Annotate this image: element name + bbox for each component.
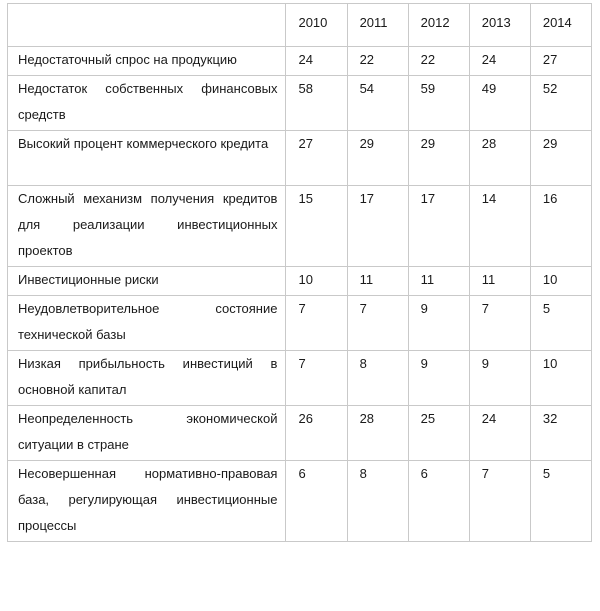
value-cell: 28 <box>348 406 409 461</box>
value-cell: 17 <box>409 186 470 267</box>
table-row <box>7 267 592 296</box>
header-corner-cell <box>7 3 286 47</box>
value-cell: 7 <box>286 351 347 406</box>
factor-cell: Неудовлетворительное состояние технической базы <box>7 296 286 351</box>
factor-cell: Сложный механизм получения кредитов для реализации инвестиционных проектов <box>7 186 286 267</box>
value-cell: 15 <box>286 186 347 267</box>
value-cell: 22 <box>348 47 409 76</box>
header-year-cell: 2012 <box>409 3 470 47</box>
value-cell: 14 <box>470 186 531 267</box>
table-row <box>7 186 592 267</box>
table-row <box>7 461 592 542</box>
factor-cell: Высокий процент коммерческого кредита <box>7 131 286 186</box>
value-cell: 7 <box>286 296 347 351</box>
value-cell: 27 <box>531 47 592 76</box>
value-cell: 10 <box>286 267 347 296</box>
table-row <box>7 296 592 351</box>
value-cell: 25 <box>409 406 470 461</box>
value-cell: 26 <box>286 406 347 461</box>
table-row <box>7 351 592 406</box>
factor-cell: Инвестиционные риски <box>7 267 286 296</box>
factor-cell: Неопределенность экономической ситуации в стране <box>7 406 286 461</box>
value-cell: 17 <box>348 186 409 267</box>
value-cell: 32 <box>531 406 592 461</box>
value-cell: 22 <box>409 47 470 76</box>
factor-cell: Недостаточный спрос на продукцию <box>7 47 286 76</box>
value-cell: 29 <box>531 131 592 186</box>
header-year-cell: 2010 <box>286 3 347 47</box>
header-year-cell: 2011 <box>348 3 409 47</box>
value-cell: 7 <box>470 296 531 351</box>
value-cell: 54 <box>348 76 409 131</box>
header-year-cell: 2013 <box>470 3 531 47</box>
factor-cell: Недостаток собственных финансовых средств <box>7 76 286 131</box>
value-cell: 29 <box>409 131 470 186</box>
value-cell: 11 <box>409 267 470 296</box>
value-cell: 52 <box>531 76 592 131</box>
value-cell: 16 <box>531 186 592 267</box>
value-cell: 6 <box>409 461 470 542</box>
table-row <box>7 406 592 461</box>
value-cell: 10 <box>531 267 592 296</box>
value-cell: 29 <box>348 131 409 186</box>
value-cell: 24 <box>470 406 531 461</box>
value-cell: 7 <box>348 296 409 351</box>
value-cell: 27 <box>286 131 347 186</box>
table-header-row <box>7 3 592 47</box>
value-cell: 24 <box>286 47 347 76</box>
value-cell: 11 <box>470 267 531 296</box>
investment-barriers-table <box>7 3 592 542</box>
factor-cell: Несовершенная нормативно-правовая база, регулирующая инвестиционные процессы <box>7 461 286 542</box>
value-cell: 7 <box>470 461 531 542</box>
table-row <box>7 47 592 76</box>
table-row <box>7 131 592 186</box>
table-row <box>7 76 592 131</box>
value-cell: 8 <box>348 461 409 542</box>
value-cell: 9 <box>409 351 470 406</box>
value-cell: 11 <box>348 267 409 296</box>
value-cell: 10 <box>531 351 592 406</box>
value-cell: 58 <box>286 76 347 131</box>
value-cell: 59 <box>409 76 470 131</box>
header-year-cell: 2014 <box>531 3 592 47</box>
value-cell: 5 <box>531 461 592 542</box>
value-cell: 8 <box>348 351 409 406</box>
factor-cell: Низкая прибыльность инвестиций в основной капитал <box>7 351 286 406</box>
value-cell: 9 <box>409 296 470 351</box>
value-cell: 49 <box>470 76 531 131</box>
investment-barriers-table-container <box>7 3 592 542</box>
value-cell: 9 <box>470 351 531 406</box>
value-cell: 6 <box>286 461 347 542</box>
value-cell: 5 <box>531 296 592 351</box>
value-cell: 24 <box>470 47 531 76</box>
value-cell: 28 <box>470 131 531 186</box>
